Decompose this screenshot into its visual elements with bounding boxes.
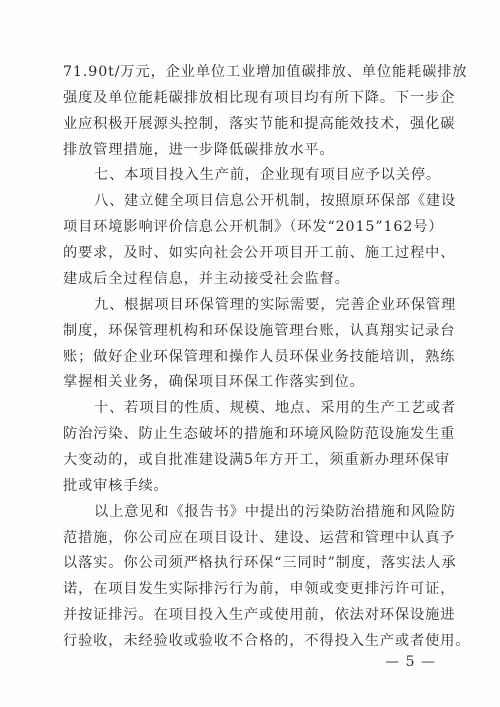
text-line: 以落实。你公司须严格执行环保“三同时”制度，落实法人承 (63, 555, 457, 571)
paragraph-nine: 九、根据项目环保管理的实际需要，完善企业环保管理 (94, 297, 457, 313)
text-line: 掌握相关业务，确保项目环保工作落实到位。 (63, 374, 365, 390)
text-line: 的要求，及时、如实向社会公开项目开工前、施工过程中、 (63, 245, 456, 261)
text-line: 批或审核手续。 (63, 478, 169, 494)
text-line: 强度及单位能耗碳排放相比现有项目均有所下降。下一步企 (63, 90, 456, 106)
text-line: 并按证排污。在项目投入生产或使用前，依法对环保设施进 (63, 607, 456, 623)
text-line: 建成后全过程信息，并主动接受社会监督。 (63, 271, 350, 287)
paragraph-conclusion: 以上意见和《报告书》中提出的污染防治措施和风险防 (94, 504, 457, 520)
text-line: 排放管理措施，进一步降低碳排放水平。 (63, 142, 335, 158)
text-line: 业应积极开展源头控制，落实节能和提高能效技术，强化碳 (63, 116, 456, 132)
text-line: 行验收，未经验收或验收不合格的，不得投入生产或者使用。 (63, 633, 471, 649)
text-line: 防治污染、防止生态破坏的措施和环境风险防范设施发生重 (63, 426, 456, 442)
paragraph-eight: 八、建立健全项目信息公开机制，按照原环保部《建设 (94, 193, 457, 209)
text-line: 范措施，你公司应在项目设计、建设、运营和管理中认真予 (63, 530, 456, 546)
page-number: — 5 — (385, 654, 436, 670)
text-line: 诺，在项目发生实际排污行为前，申领或变更排污许可证， (63, 581, 456, 597)
text-line: 71.90t/万元，企业单位工业增加值碳排放、单位能耗碳排放 (63, 64, 468, 80)
text-line: 制度，环保管理机构和环保设施管理台账，认真翔实记录台 (63, 323, 456, 339)
text-line: 账；做好企业环保管理和操作人员环保业务技能培训，熟练 (63, 349, 456, 365)
paragraph-seven: 七、本项目投入生产前，企业现有项目应予以关停。 (94, 167, 442, 183)
paragraph-ten: 十、若项目的性质、规模、地点、采用的生产工艺或者 (94, 400, 457, 416)
text-line: 大变动的，或自批准建设满5年方开工，须重新办理环保审 (63, 452, 451, 468)
text-line: 项目环境影响评价信息公开机制》（环发“2015”162号） (63, 219, 444, 235)
